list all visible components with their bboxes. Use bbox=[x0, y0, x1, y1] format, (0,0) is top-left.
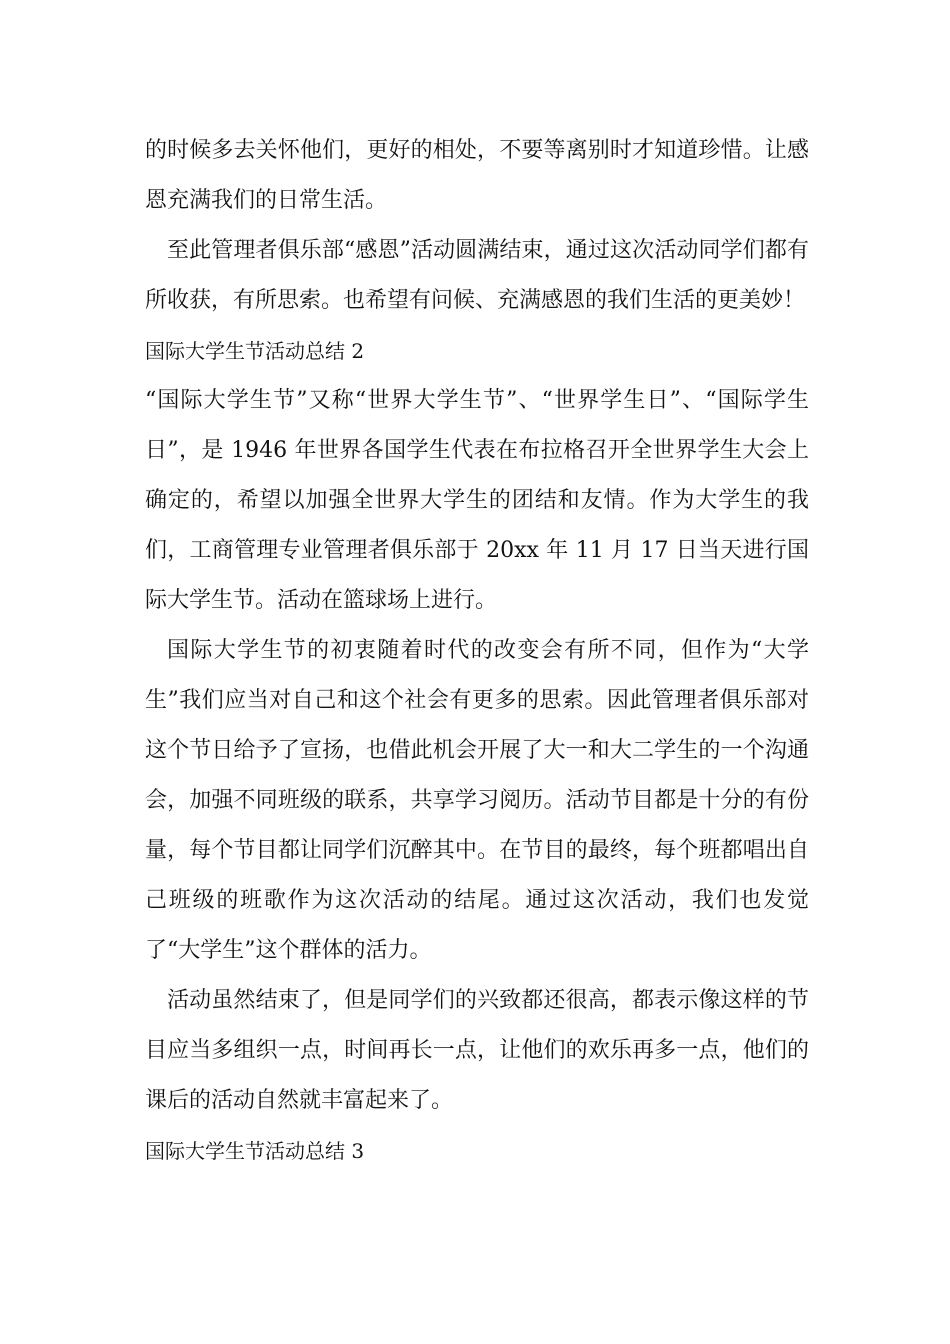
paragraph-activity-conclusion: 至此管理者俱乐部“感恩”活动圆满结束，通过这次活动同学们都有所收获，有所思索。也希望有问候、充满感恩的我们生活的更美妙！ bbox=[145, 238, 809, 313]
paragraph-festival-feedback: 活动虽然结束了，但是同学们的兴致都还很高，都表示像这样的节目应当多组织一点，时间再长一点，让他们的欢乐再多一点，他们的课后的活动自然就丰富起来了。 bbox=[145, 988, 809, 1113]
section-heading-summary-2: 国际大学生节活动总结 2 bbox=[145, 339, 365, 363]
paragraph-gratitude-end: 的时候多去关怀他们，更好的相处，不要等离别时才知道珍惜。让感恩充满我们的日常生活。 bbox=[145, 138, 809, 213]
document-page bbox=[145, 126, 809, 1176]
paragraph-festival-intro: “国际大学生节”又称“世界大学生节”、“世界学生日”、“国际学生日”，是 1946 年世界各国学生代表在布拉格召开全世界学生大会上确定的，希望以加强全世界大学生的团结和友情。作为大学生的我们，工商管理专业管理者俱乐部于 20xx 年 11 月 17 日当天进行国际大学生节。活动在篮球场上进行。 bbox=[145, 388, 809, 613]
section-heading-summary-3: 国际大学生节活动总结 3 bbox=[145, 1139, 365, 1163]
paragraph-festival-purpose: 国际大学生节的初衷随着时代的改变会有所不同，但作为“大学生”我们应当对自己和这个社会有更多的思索。因此管理者俱乐部对这个节日给予了宣扬，也借此机会开展了大一和大二学生的一个沟通会，加强不同班级的联系，共享学习阅历。活动节目都是十分的有份量，每个节目都让同学们沉醉其中。在节目的最终，每个班都唱出自己班级的班歌作为这次活动的结尾。通过这次活动，我们也发觉了“大学生”这个群体的活力。 bbox=[145, 638, 809, 963]
